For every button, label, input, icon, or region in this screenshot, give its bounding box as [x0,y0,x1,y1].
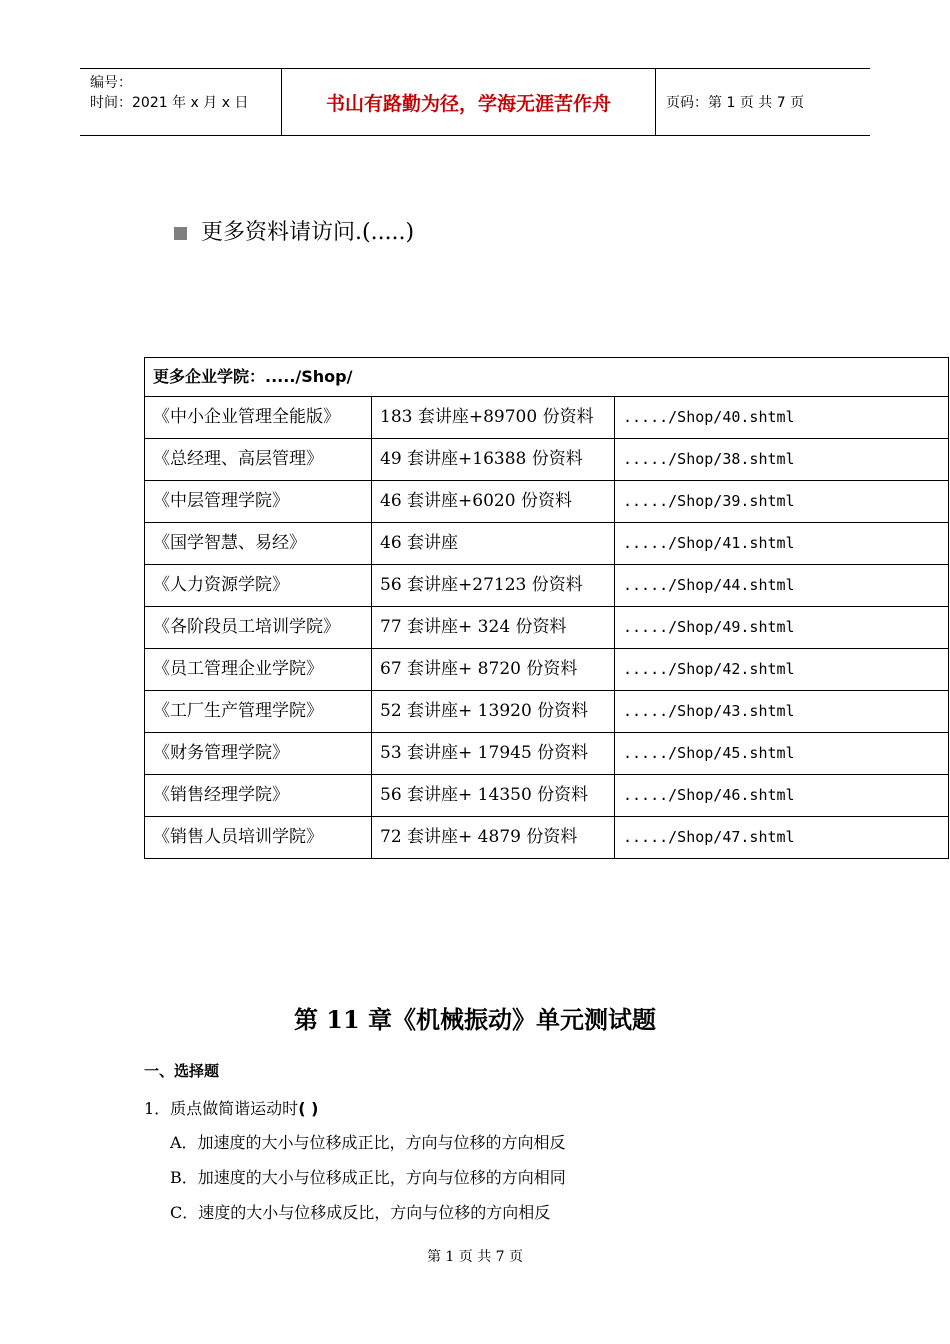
section-title: 一、选择题 [144,1062,220,1080]
course-url[interactable]: ...../Shop/44.shtml [615,565,949,607]
question-1 [144,1096,318,1119]
course-url[interactable]: ...../Shop/45.shtml [615,733,949,775]
course-name: 《财务管理学院》 [145,733,372,775]
question-blank: ( ) [298,1099,319,1118]
course-url[interactable]: ...../Shop/42.shtml [615,649,949,691]
table-row [145,439,949,481]
course-name: 《人力资源学院》 [145,565,372,607]
table-row [145,607,949,649]
page-footer: 第 1 页 共 7 页 [426,1249,524,1265]
table-row [145,775,949,817]
header-left [80,69,281,135]
course-desc: 72 套讲座+ 4879 份资料 [372,817,615,859]
table-row [145,691,949,733]
header-page-info: 页码：第 1 页 共 7 页 [666,95,805,111]
course-url[interactable]: ...../Shop/39.shtml [615,481,949,523]
more-link-line [174,218,414,248]
course-name: 《销售人员培训学院》 [145,817,372,859]
course-name: 《员工管理企业学院》 [145,649,372,691]
table-row [145,565,949,607]
course-name: 《国学智慧、易经》 [145,523,372,565]
table-title-row [145,358,949,397]
course-url[interactable]: ...../Shop/43.shtml [615,691,949,733]
table-row [145,523,949,565]
course-table [144,357,949,859]
course-name: 《中层管理学院》 [145,481,372,523]
course-name: 《各阶段员工培训学院》 [145,607,372,649]
course-url[interactable]: ...../Shop/47.shtml [615,817,949,859]
table-row [145,817,949,859]
course-desc: 183 套讲座+89700 份资料 [372,397,615,439]
table-row [145,733,949,775]
course-url[interactable]: ...../Shop/40.shtml [615,397,949,439]
question-text: 1．质点做简谐运动时 [144,1099,299,1118]
course-desc: 77 套讲座+ 324 份资料 [372,607,615,649]
table-title: 更多企业学院：...../Shop/ [145,358,949,397]
course-desc: 67 套讲座+ 8720 份资料 [372,649,615,691]
header-motto: 书山有路勤为径，学海无涯苦作舟 [281,69,656,135]
table-row [145,397,949,439]
chapter-title: 第 11 章《机械振动》单元测试题 [293,1005,657,1034]
course-desc: 46 套讲座 [372,523,615,565]
table-row [145,649,949,691]
course-name: 《中小企业管理全能版》 [145,397,372,439]
option-c: C．速度的大小与位移成反比，方向与位移的方向相反 [170,1203,551,1222]
page-header [80,68,870,136]
course-desc: 56 套讲座+27123 份资料 [372,565,615,607]
time-label: 时间：2021 年 x 月 x 日 [90,95,249,111]
course-desc: 56 套讲座+ 14350 份资料 [372,775,615,817]
course-url[interactable]: ...../Shop/41.shtml [615,523,949,565]
course-name: 《总经理、高层管理》 [145,439,372,481]
course-desc: 49 套讲座+16388 份资料 [372,439,615,481]
course-url[interactable]: ...../Shop/46.shtml [615,775,949,817]
course-desc: 52 套讲座+ 13920 份资料 [372,691,615,733]
course-url[interactable]: ...../Shop/38.shtml [615,439,949,481]
number-label: 编号： [90,75,132,91]
course-url[interactable]: ...../Shop/49.shtml [615,607,949,649]
table-row [145,481,949,523]
option-b: B．加速度的大小与位移成正比，方向与位移的方向相同 [170,1168,566,1187]
course-desc: 46 套讲座+6020 份资料 [372,481,615,523]
course-name: 《工厂生产管理学院》 [145,691,372,733]
option-a: A．加速度的大小与位移成正比，方向与位移的方向相反 [170,1133,566,1152]
more-link[interactable]: 更多资料请访问.(.....) [201,220,415,245]
square-bullet-icon [174,227,187,240]
course-name: 《销售经理学院》 [145,775,372,817]
course-desc: 53 套讲座+ 17945 份资料 [372,733,615,775]
